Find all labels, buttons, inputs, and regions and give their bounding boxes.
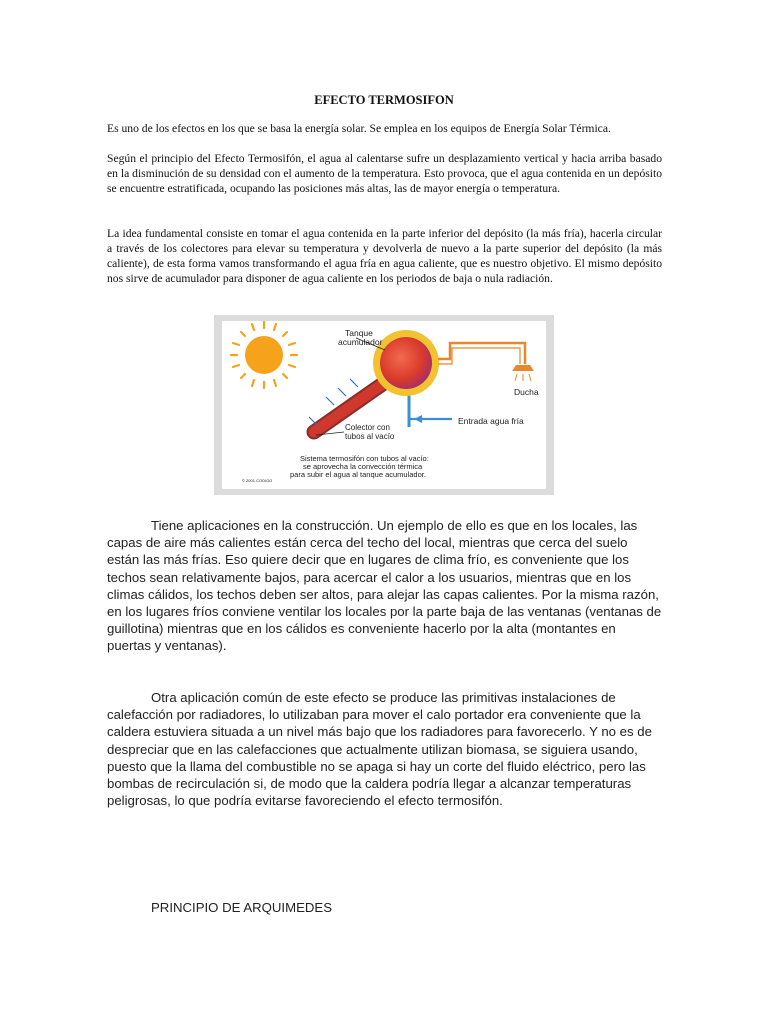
paragraph-heating: [107, 689, 662, 809]
storage-tank: [373, 330, 439, 396]
paragraph-fundamental-idea: La idea fundamental consiste en tomar el agua contenida en la parte inferior del depósito (la más fría), hacerla circular a través de los colectores para elevar su temperatura y devolverla de nuevo a la parte superior del depósito (la más caliente), de esta forma vamos transformando el agua fría en agua caliente, que es nuestro objetivo. El mismo depósito nos sirve de acumulador para disponer de agua caliente en los periodos de baja o nula radiación.: [107, 227, 662, 285]
label-tank-line2: acumulador: [338, 337, 383, 347]
caption-line1: Sistema termosifón con tubos al vacío:: [300, 454, 429, 463]
caption-line3: para subir el agua al tanque acumulador.: [290, 470, 426, 479]
paragraph-principle: Según el principio del Efecto Termosifón, el agua al calentarse sufre un desplazamiento vertical y hacia arriba basado en la disminución de su densidad con el aumento de la temperatura. Esto provoca, que el agua contenida en un depósito se encuentre estratificada, ocupando las posiciones más altas, las de mayor energía o temperatura.: [107, 152, 662, 195]
paragraph-construction-text: Tiene aplicaciones en la construcción. Un ejemplo de ello es que en los locales, las capas de aire más calientes están cerca del techo del local, mientras que cerca del suelo están las más frías. Eso quiere decir que en lugares de clima frío, es conveniente que los techos sean relativamente bajos, para acercar el calor a los usuarios, mientras que en los climas cálidos, los techos deben ser altos, para alejar las capas calientes. Por la misma razón, en los lugares fríos conviene ventilar los locales por la parte baja de las ventanas (ventanas de guillotina) mientras que en los cálidos es conveniente hacerlo por la alta (montantes en puertas y ventanas).: [107, 518, 662, 654]
paragraph-intro: Es uno de los efectos en los que se basa la energía solar. Se emplea en los equipos de Energía Solar Térmica.: [107, 122, 611, 135]
paragraph-heating-text: Otra aplicación común de este efecto se produce las primitivas instalaciones de calefacción por radiadores, lo utilizaban para mover el calo portador era conveniente que la caldera estuviera situada a un nivel más bajo que los radiadores para favorecerlo. Y no es de despreciar que en las calefacciones que actualmente utilizan biomasa, se siguiera usando, puesto que la llama del combustible no se apaga si hay un corte del fluido eléctrico, pero las bombas de recirculación si, de modo que la caldera podría llegar a alcanzar temperaturas peligrosas, lo que podría evitarse favoreciendo el efecto termosifón.: [107, 690, 652, 809]
caption-line2: se aprovecha la convección térmica: [303, 462, 423, 471]
label-tank-line1: Tanque: [345, 328, 373, 338]
label-collector-line2: tubos al vacío: [345, 432, 395, 441]
label-shower: Ducha: [514, 387, 539, 397]
label-collector-line1: Colector con: [345, 423, 390, 432]
thermosiphon-diagram: [214, 315, 554, 495]
paragraph-construction: [107, 517, 662, 655]
section-heading: PRINCIPIO DE ARQUIMEDES: [151, 900, 332, 915]
copyright-text: © 2001 CODIGO: [242, 478, 273, 483]
document-title: EFECTO TERMOSIFON: [314, 93, 454, 107]
label-inlet: Entrada agua fría: [458, 416, 524, 426]
